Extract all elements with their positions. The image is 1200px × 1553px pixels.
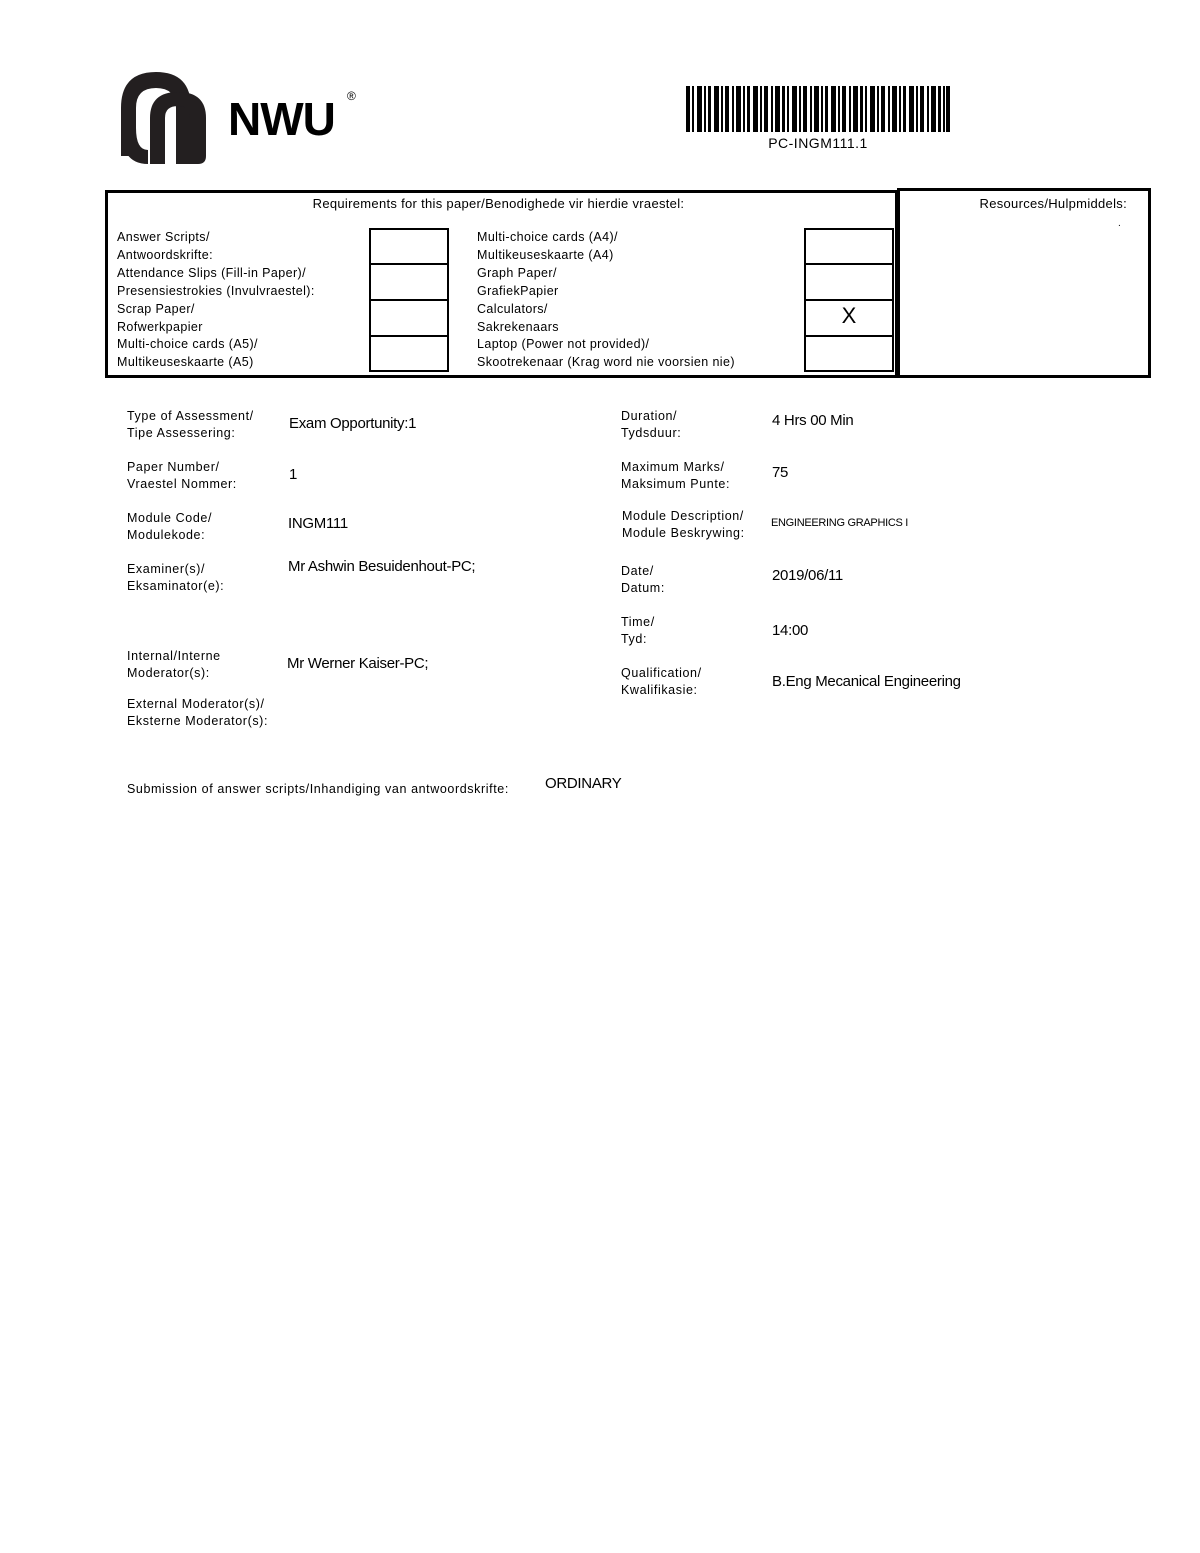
requirement-label: GrafiekPapier (477, 283, 559, 298)
label-line: Tyd: (621, 632, 648, 646)
label-line: Qualification/ (621, 666, 702, 680)
barcode-code: PC-INGM111.1 (768, 135, 868, 151)
max-marks-label (621, 459, 730, 493)
requirement-label: Antwoordskrifte: (117, 247, 214, 262)
submission-value: ORDINARY (545, 775, 622, 792)
registered-mark: ® (347, 89, 356, 103)
requirement-label: Sakrekenaars (477, 319, 559, 334)
internal-moderators-value: Mr Werner Kaiser-PC; (287, 655, 429, 672)
max-marks-value: 75 (772, 464, 789, 481)
requirement-item (117, 336, 258, 371)
requirement-item (117, 265, 315, 300)
requirement-label: Calculators/ (477, 302, 548, 316)
requirement-label: Attendance Slips (Fill-in Paper)/ (117, 266, 306, 280)
duration-label (621, 408, 681, 442)
label-line: Eksterne Moderator(s): (127, 714, 269, 728)
resources-title: Resources/Hulpmiddels: (979, 196, 1127, 211)
date-label (621, 563, 665, 597)
requirement-label: Laptop (Power not provided)/ (477, 337, 650, 351)
label-line: Internal/Interne (127, 649, 221, 663)
label-line: Date/ (621, 564, 654, 578)
requirements-title: Requirements for this paper/Benodighede vir hierdie vraestel: (312, 196, 685, 211)
requirement-checkbox[interactable] (804, 335, 894, 372)
requirement-checkbox[interactable] (804, 263, 894, 301)
requirement-checkbox[interactable] (804, 228, 894, 265)
requirement-checkbox[interactable] (369, 299, 449, 337)
paper-number-label (127, 459, 237, 493)
qualification-label (621, 665, 702, 699)
requirement-checkbox[interactable] (369, 335, 449, 372)
examiners-label (127, 561, 224, 595)
requirement-label: Graph Paper/ (477, 266, 557, 280)
requirement-item (117, 301, 203, 336)
module-code-value: INGM111 (288, 515, 348, 532)
label-line: Datum: (621, 581, 665, 595)
label-line: Time/ (621, 615, 655, 629)
requirement-item (117, 229, 213, 264)
barcode-icon (686, 86, 950, 132)
requirement-checkbox[interactable] (369, 263, 449, 301)
label-line: Type of Assessment/ (127, 409, 254, 423)
resources-box (897, 188, 1151, 378)
label-line: Maksimum Punte: (621, 477, 731, 491)
module-description-label (622, 508, 745, 542)
label-line: Eksaminator(e): (127, 579, 225, 593)
requirement-label: Multi-choice cards (A5)/ (117, 337, 258, 351)
requirement-label: Multikeuseskaarte (A5) (117, 354, 254, 369)
paper-number-value: 1 (289, 466, 298, 483)
requirement-checkbox[interactable]: X (804, 299, 894, 337)
label-line: Module Code/ (127, 511, 213, 525)
label-line: Modulekode: (127, 528, 206, 542)
requirement-item (477, 301, 559, 336)
requirement-label: Multi-choice cards (A4)/ (477, 230, 618, 244)
assessment-type-value: Exam Opportunity:1 (289, 415, 417, 432)
label-line: Moderator(s): (127, 666, 210, 680)
module-code-label (127, 510, 212, 544)
resources-value: . (1118, 218, 1121, 229)
requirement-label: Scrap Paper/ (117, 302, 195, 316)
requirement-label: Skootrekenaar (Krag word nie voorsien nie) (477, 354, 735, 369)
time-value: 14:00 (772, 622, 809, 639)
examiners-value: Mr Ashwin Besuidenhout-PC; (288, 558, 476, 575)
requirement-item (477, 336, 735, 371)
logo-wordmark: NWU (228, 93, 335, 145)
requirement-label: Answer Scripts/ (117, 230, 210, 244)
label-line: Kwalifikasie: (621, 683, 698, 697)
time-label (621, 614, 655, 648)
module-description-value: ENGINEERING GRAPHICS I (771, 517, 909, 529)
label-line: Examiner(s)/ (127, 562, 206, 576)
submission-label: Submission of answer scripts/Inhandiging van antwoordskrifte: (127, 782, 509, 796)
assessment-type-label (127, 408, 254, 442)
label-line: Module Description/ (622, 509, 744, 523)
label-line: External Moderator(s)/ (127, 697, 265, 711)
label-line: Tydsduur: (621, 426, 682, 440)
duration-value: 4 Hrs 00 Min (772, 412, 854, 429)
internal-moderators-label (127, 648, 221, 682)
qualification-value: B.Eng Mecanical Engineering (772, 673, 961, 690)
date-value: 2019/06/11 (772, 567, 843, 584)
label-line: Module Beskrywing: (622, 526, 745, 540)
label-line: Duration/ (621, 409, 678, 423)
label-line: Paper Number/ (127, 460, 220, 474)
requirement-label: Presensiestrokies (Invulvraestel): (117, 283, 315, 298)
requirement-checkbox[interactable] (369, 228, 449, 265)
requirement-label: Rofwerkpapier (117, 319, 203, 334)
label-line: Vraestel Nommer: (127, 477, 237, 491)
requirement-item (477, 265, 559, 300)
requirement-item (477, 229, 618, 264)
label-line: Maximum Marks/ (621, 460, 725, 474)
requirement-label: Multikeuseskaarte (A4) (477, 247, 614, 262)
external-moderators-label (127, 696, 268, 730)
label-line: Tipe Assessering: (127, 426, 236, 440)
